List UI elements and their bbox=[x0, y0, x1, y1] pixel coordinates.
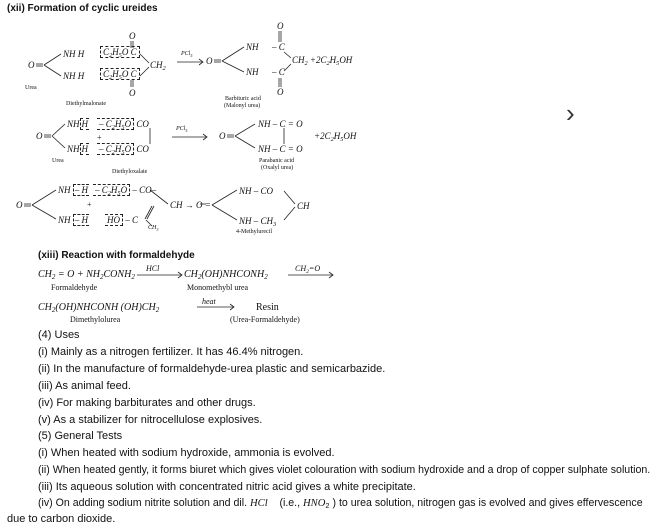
r1-o-top: O bbox=[129, 31, 136, 41]
eq2-reagent: heat bbox=[202, 297, 216, 306]
r2-nh-bot: NH H bbox=[67, 144, 89, 154]
r2-o-left: O bbox=[36, 131, 43, 141]
test-item: (ii) When heated gently, it forms biuret which gives violet colouration with sodium hydroxide and a drop of copper sulphate solution. bbox=[38, 464, 651, 476]
use-item: (ii) In the manufacture of formaldehyde-urea plastic and semicarbazide. bbox=[38, 363, 386, 375]
r1-prod-c-top: – C bbox=[272, 42, 285, 52]
uses-heading: (4) Uses bbox=[38, 329, 80, 341]
test-item: (iv) On adding sodium nitrite solution and dil. HCl (i.e., $HNO_2$ ) to urea solution, nitrogen gas is evolved and gives effervescence bbox=[38, 497, 643, 510]
r1-ch2: $CH_2$ bbox=[150, 60, 166, 72]
r3-ch3: $CH_3$ bbox=[148, 225, 159, 232]
r2-nh-top: NH H bbox=[67, 119, 89, 129]
r1-o-bot: O bbox=[129, 88, 136, 98]
r2-ester-top: – $C_2H_5O$ CO bbox=[99, 119, 149, 131]
r2-plus: + bbox=[97, 133, 102, 142]
r1-nh-top: NH H bbox=[63, 49, 85, 59]
r3-nh-top: NH – H bbox=[58, 185, 89, 195]
r2-prod-bot: NH – C = O bbox=[258, 144, 303, 154]
section-xiii-heading: (xiii) Reaction with formaldehyde bbox=[38, 250, 195, 261]
use-item: (v) As a stabilizer for nitrocellulose explosives. bbox=[38, 414, 263, 426]
r2-prod-ethanol: $+2C_2H_5OH$ bbox=[314, 131, 357, 143]
eq1-rhs: $CH_2(OH)NHCONH_2$ bbox=[184, 269, 268, 281]
r3-prod-bot: NH – $CH_3$ bbox=[239, 216, 277, 228]
r1-prod-nh-bot: NH bbox=[246, 67, 259, 77]
r1-o-left: O bbox=[28, 60, 35, 70]
r1-prod-name2: (Malonyl urea) bbox=[224, 103, 261, 109]
eq1-reagent: HCl bbox=[146, 264, 160, 273]
r1-urea-label: Urea bbox=[25, 85, 37, 91]
r2-ester-bot: – $C_2H_5O$ CO bbox=[99, 144, 149, 156]
r1-prod-o: O bbox=[206, 56, 213, 66]
name-monomethyl-urea: Monomethybl urea bbox=[187, 283, 249, 292]
r1-nh-bot: NH H bbox=[63, 71, 85, 81]
name-formaldehyde: Formaldehyde bbox=[51, 283, 98, 292]
r1-ester-bot: $C_2H_5O$ C bbox=[98, 69, 142, 79]
r2-reagent: PCl$_5$ bbox=[176, 126, 188, 133]
r1-diethylmalonate-label: Diethylmalonate bbox=[66, 101, 106, 107]
r3-prod-name: 4-Methylurecil bbox=[236, 229, 272, 235]
tests-heading: (5) General Tests bbox=[38, 430, 123, 442]
eq2-rhs: Resin bbox=[256, 302, 279, 313]
r1-reagent: PCl$_5$ bbox=[181, 51, 193, 58]
name-dimethylolurea: Dimethylolurea bbox=[70, 315, 121, 324]
use-item: (iii) As animal feed. bbox=[38, 380, 131, 392]
r3-ho: HO – C bbox=[107, 215, 139, 225]
eq1-lhs: $CH_2 = O$ + $NH_2CONH_2$ bbox=[38, 269, 135, 281]
r3-ch: CH → O = bbox=[170, 200, 211, 210]
r2-urea-label: Urea bbox=[52, 158, 64, 164]
r1-prod-name1: Barbituric acid bbox=[225, 96, 261, 102]
eq2-lhs: $CH_2(OH)NHCONH$ $(OH)CH_2$ bbox=[38, 302, 160, 314]
test-item-continuation: due to carbon dioxide. bbox=[7, 513, 116, 525]
r2-prod-name2: (Oxalyl urea) bbox=[261, 165, 294, 171]
section-xii-heading: (xii) Formation of cyclic ureides bbox=[7, 3, 158, 14]
r2-prod-top: NH – C = O bbox=[258, 119, 303, 129]
name-urea-formaldehyde: (Urea-Formaldehyde) bbox=[230, 315, 300, 324]
r1-prod-o-top: O bbox=[277, 21, 284, 31]
r2-prod-name1: Parabanic acid bbox=[259, 158, 295, 164]
r1-prod-c-bot: – C bbox=[272, 67, 285, 77]
r3-ester: – $C_2H_5O - CO-$ bbox=[95, 185, 157, 197]
eq1-reagent2: $CH_2=O$ bbox=[295, 264, 321, 275]
r1-ester-top: $C_2H_5O$ C bbox=[98, 47, 142, 57]
r2-diethyloxalate-label: Diethyloxalate bbox=[112, 169, 148, 175]
use-item: (iv) For making barbiturates and other drugs. bbox=[38, 397, 256, 409]
r2-prod-o: O bbox=[219, 131, 226, 141]
use-item: (i) Mainly as a nitrogen fertilizer. It has 46.4% nitrogen. bbox=[38, 346, 304, 358]
r1-prod-nh-top: NH bbox=[246, 42, 259, 52]
r3-o-left: O bbox=[16, 200, 23, 210]
next-page-button[interactable]: › bbox=[566, 98, 575, 128]
test-item: (i) When heated with sodium hydroxide, ammonia is evolved. bbox=[38, 447, 335, 459]
r3-plus: + bbox=[87, 200, 92, 209]
r3-nh-bot: NH – H bbox=[58, 215, 89, 225]
r3-prod-ch: CH bbox=[297, 201, 310, 211]
r1-prod-o-bot: O bbox=[277, 87, 284, 97]
r1-prod-rest: $CH_2 +2C_2H_5OH$ bbox=[292, 55, 353, 67]
test-item: (iii) Its aqueous solution with concentrated nitric acid gives a white precipitate. bbox=[38, 481, 416, 493]
r3-prod-top: NH – CO bbox=[239, 186, 274, 196]
